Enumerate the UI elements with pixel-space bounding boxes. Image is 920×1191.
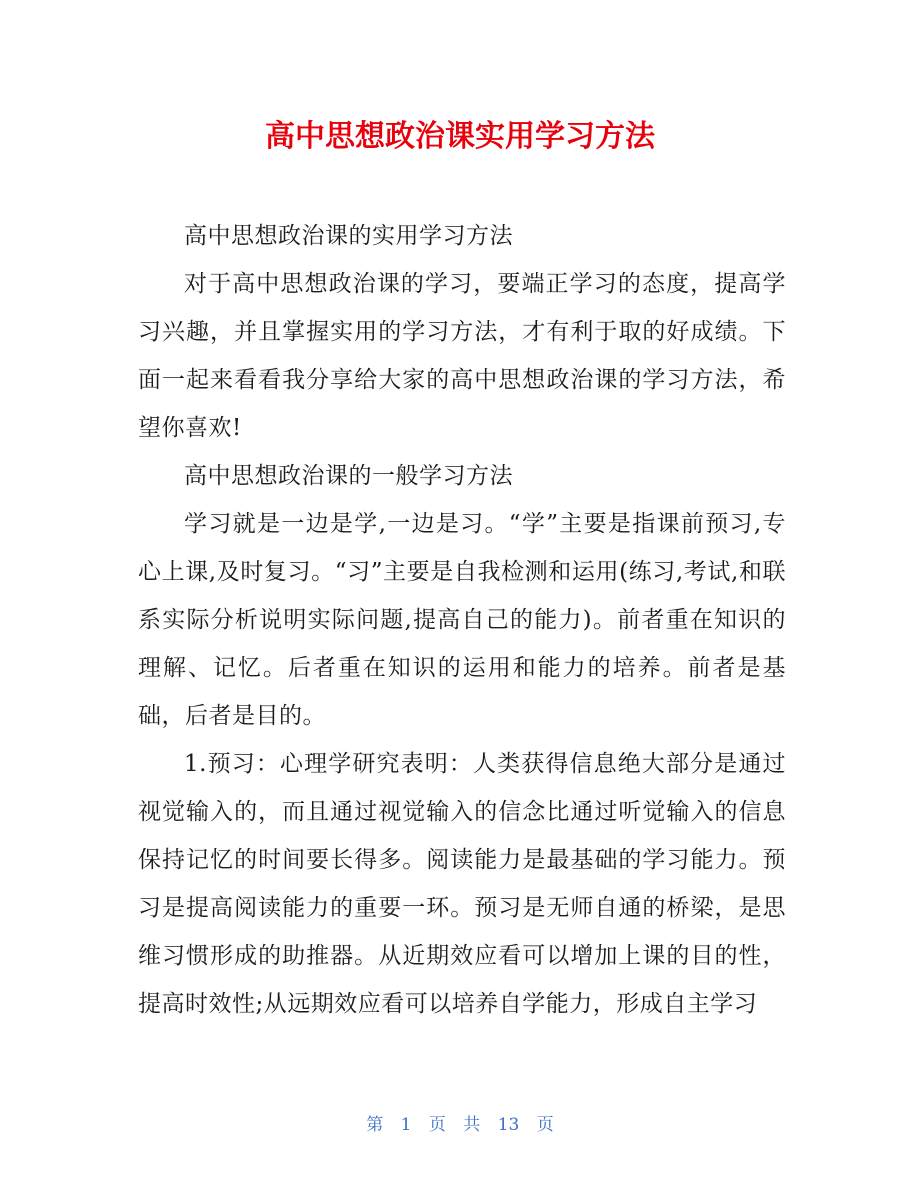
footer-total-pages: 13: [497, 1115, 520, 1135]
footer-total-word: 共: [463, 1115, 481, 1135]
paragraph-learning-definition: 学习就是一边是学,一边是习。“学”主要是指课前预习,专心上课,及时复习。“习”主要是自我检测和运用(练习,考试,和联系实际分析说明实际问题,提高自己的能力)。前者重在知识的理解、记忆。后者重在知识的运用和能力的培养。前者是基础，后者是目的。: [138, 511, 786, 729]
paragraph-intro: 对于高中思想政治课的学习，要端正学习的态度，提高学习兴趣，并且掌握实用的学习方法，才有利于取的好成绩。下面一起来看看我分享给大家的高中思想政治课的学习方法，希望你喜欢!: [138, 271, 786, 441]
footer-page-unit: 页: [428, 1115, 446, 1135]
paragraph-preview: 1.预习：心理学研究表明：人类获得信息绝大部分是通过视觉输入的，而且通过视觉输入的信念比通过听觉输入的信息保持记忆的时间要长得多。阅读能力是最基础的学习能力。预习是提高阅读能力的重要一环。预习是无师自通的桥梁，是思维习惯形成的助推器。从近期效应看可以增加上课的目的性，提高时效性;从远期效应看可以培养自学能力，形成自主学习: [138, 751, 786, 1017]
footer-page-word: 第: [366, 1115, 384, 1135]
document-title: 高中思想政治课实用学习方法: [265, 119, 655, 154]
page-footer: [0, 1110, 920, 1140]
document-body: [138, 212, 786, 1028]
footer-total-unit: 页: [536, 1115, 554, 1135]
paragraph-heading-general-methods: 高中思想政治课的一般学习方法: [184, 463, 513, 489]
paragraph-subtitle: 高中思想政治课的实用学习方法: [184, 223, 513, 249]
footer-current-page: 1: [400, 1115, 412, 1135]
